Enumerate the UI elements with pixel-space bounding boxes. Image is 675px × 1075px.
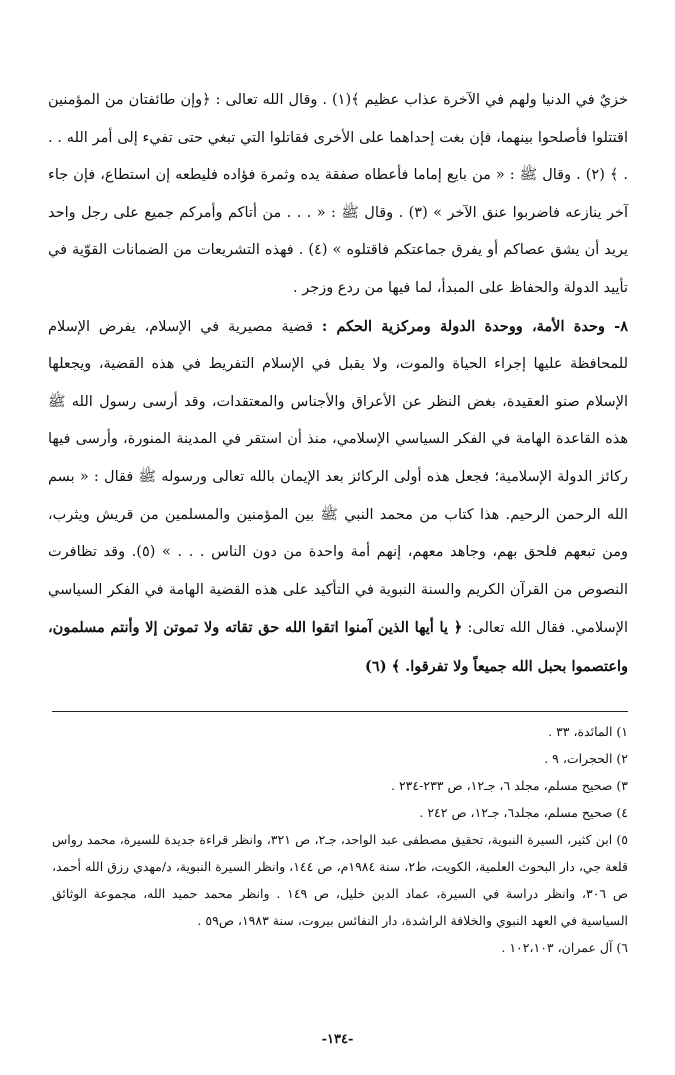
section-paragraph bbox=[48, 308, 628, 687]
footnote: ٦) آل عمران، ١٠٢،١٠٣ . bbox=[501, 940, 628, 955]
section-heading: ٨- وحدة الأمة، ووحدة الدولة ومركزية الحكم : bbox=[321, 317, 628, 335]
quran-quote: ﴿ يا أيها الذين آمنوا اتقوا الله حق تقاته ولا تموتن إلا وأنتم مسلمون، واعتصموا بحبل الله جميعاً ولا تفرقوا. ﴾ (٦) bbox=[48, 619, 628, 675]
footnote: ١) المائدة، ٣٣ . bbox=[548, 724, 628, 739]
footnote: ٥) ابن كثير، السيرة النبوية، تحقيق مصطفى عبد الواحد، جـ٢، ص ٣٢١، وانظر قراءة جديدة للسيرة، محمد رواس قلعة جي، دار البحوث العلمية، الكويت، ط٢، سنة ١٩٨٤م، ص ١٤٤، وانظر السيرة النبوية، د/مهدي رزق الله أحمد، ص ٣٠٦، وانظر دراسة في السيرة، عماد الدين خليل، ص ١٤٩ . وانظر محمد حميد الله، مجموعة الوثائق السياسية في العهد النبوي والخلافة الراشدة، دار النفائس بيروت، سنة ١٩٨٣، ص٥٩ . bbox=[52, 832, 629, 928]
main-text bbox=[48, 82, 628, 687]
footnote-divider bbox=[52, 711, 628, 712]
footnote: ٤) صحيح مسلم، مجلد٦، جـ١٢، ص ٢٤٢ . bbox=[419, 805, 628, 820]
page-number: -١٣٤- bbox=[321, 1032, 354, 1047]
paragraph: قضية مصيرية في الإسلام، يفرض الإسلام للمحافظة عليها إجراء الحياة والموت، ولا يقبل في الإسلام التفريط في هذه القضية، ويجعلها الإسلام صنو العقيدة، بغض النظر عن الأعراق والأجناس والمعتقدات، وقد أرسى رسول الله ﷺ هذه القاعدة الهامة في الفكر السياسي الإسلامي، منذ أن استقر في المدينة المنورة، وأرسى فيها ركائز الدولة الإسلامية؛ فجعل هذه أولى الركائز بعد الإيمان بالله تعالى ورسوله ﷺ فقال : « بسم الله الرحمن الرحيم. هذا كتاب من محمد النبي ﷺ بين المؤمنين والمسلمين من قريش ويثرب، ومن تبعهم فلحق بهم، وجاهد معهم، إنهم أمة واحدة من دون الناس . . . » (٥). وقد تظافرت النصوص من القرآن الكريم والسنة النبوية في التأكيد على هذه القضية الهامة في الفكر السياسي الإسلامي. فقال الله تعالى: bbox=[48, 318, 628, 637]
paragraph: خزيٌ في الدنيا ولهم في الآخرة عذاب عظيم ﴾(١) . وقال الله تعالى : ﴿وإن طائفتان من المؤمنين اقتتلوا فأصلحوا بينهما، فإن بغت إحداهما على الأخرى فقاتلوا التي تبغي حتى تفيء إلى أمر الله . . . ﴾ (٢) . وقال ﷺ : « من بايع إماما فأعطاه صفقة يده وثمرة فؤاده فليطعه إن استطاع، فإن جاء آخر ينازعه فاضربوا عنق الآخر » (٣) . وقال ﷺ : « . . . من أتاكم وأمركم جميع على رجل واحد يريد أن يشق عصاكم أو يفرق جماعتكم فاقتلوه » (٤) . فهذه التشريعات من الضمانات القوّية في تأييد الدولة والحفاظ على المبدأ، لما فيها من ردع وزجر . bbox=[48, 92, 629, 296]
footnotes bbox=[52, 718, 628, 961]
footnote: ٣) صحيح مسلم، مجلد ٦، جـ١٢، ص ٢٣٣-٢٣٤ . bbox=[391, 778, 628, 793]
footnote: ٢) الحجرات، ٩ . bbox=[544, 751, 628, 766]
